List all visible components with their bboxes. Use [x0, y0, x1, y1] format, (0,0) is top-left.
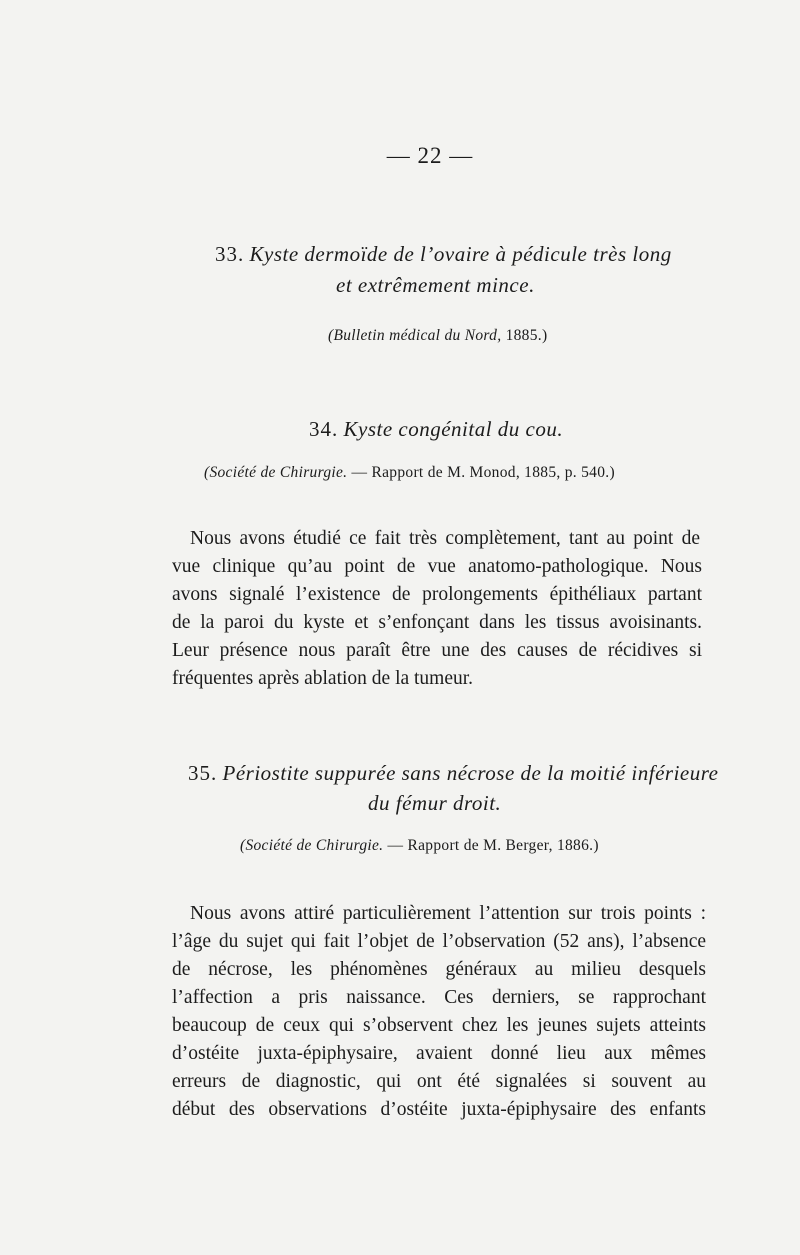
entry-33-source: (Bulletin médical du Nord, 1885.) — [328, 327, 548, 344]
entry-35-title-line-2: du fémur droit. — [368, 791, 502, 815]
paragraph-line: beaucoup de ceux qui s’observent chez les jeunes sujets atteints — [172, 1015, 706, 1036]
entry-33-title-text: Kyste dermoïde de l’ovaire à pédicule très long — [249, 242, 672, 266]
paragraph-line: début des observations d’ostéite juxta-épiphysaire des enfants — [172, 1099, 706, 1120]
paragraph-line: Leur présence nous paraît être une des causes de récidives si — [172, 640, 702, 661]
entry-33-title-line-2: et extrêmement mince. — [336, 273, 535, 297]
paragraph-line: avons signalé l’existence de prolongements épithéliaux partant — [172, 584, 702, 605]
paragraph-line: de la paroi du kyste et s’enfonçant dans les tissus avoisinants. — [172, 612, 702, 633]
entry-33-number: 33. — [215, 242, 245, 266]
entry-34-title — [309, 417, 563, 442]
entry-34-number: 34. — [309, 417, 339, 441]
entry-35-title-line-1 — [188, 761, 718, 786]
page-number: — 22 — — [386, 143, 474, 168]
paragraph-line: d’ostéite juxta-épiphysaire, avaient donné lieu aux mêmes — [172, 1043, 706, 1064]
entry-35-number: 35. — [188, 761, 218, 785]
entry-33-title-line-1 — [215, 242, 672, 267]
entry-34-source: (Société de Chirurgie. — Rapport de M. Monod, 1885, p. 540.) — [204, 464, 615, 481]
paragraph-line: l’âge du sujet qui fait l’objet de l’observation (52 ans), l’absence — [172, 931, 706, 952]
paragraph-line: l’affection a pris naissance. Ces derniers, se rapprochant — [172, 987, 706, 1008]
paragraph-line: de nécrose, les phénomènes généraux au milieu desquels — [172, 959, 706, 980]
entry-35-title-text: Périostite suppurée sans nécrose de la moitié inférieure — [222, 761, 719, 785]
entry-35-source: (Société de Chirurgie. — Rapport de M. Berger, 1886.) — [240, 837, 599, 854]
paragraph-line: Nous avons étudié ce fait très complètement, tant au point de — [190, 528, 700, 549]
entry-34-title-text: Kyste congénital du cou. — [343, 417, 564, 441]
paragraph-line: erreurs de diagnostic, qui ont été signalées si souvent au — [172, 1071, 706, 1092]
paragraph-line: fréquentes après ablation de la tumeur. — [172, 668, 474, 689]
paragraph-line: vue clinique qu’au point de vue anatomo-pathologique. Nous — [172, 556, 702, 577]
paragraph-line: Nous avons attiré particulièrement l’attention sur trois points : — [190, 903, 706, 924]
